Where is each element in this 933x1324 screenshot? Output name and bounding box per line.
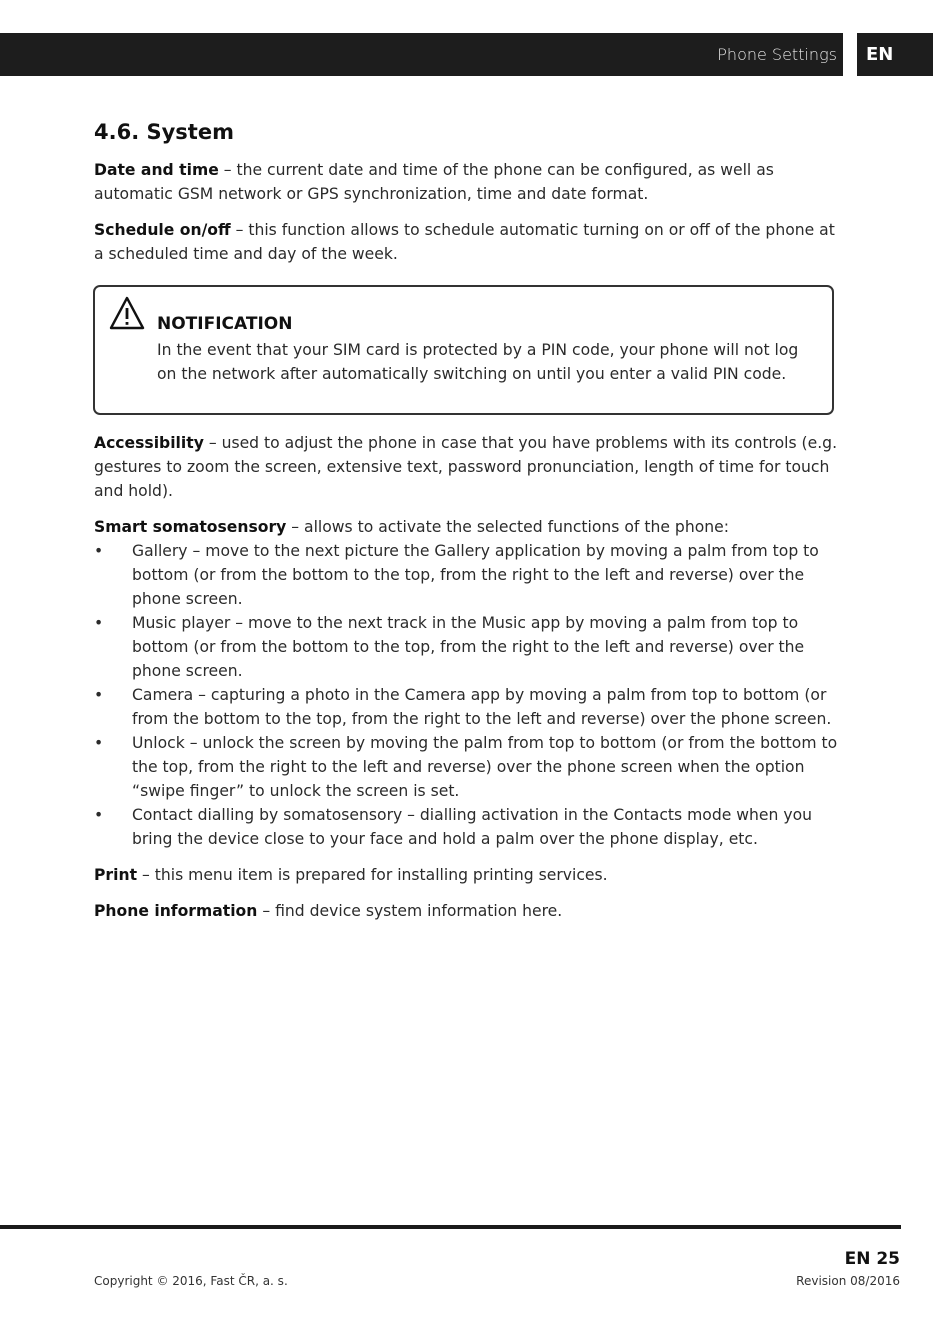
page-number: EN 25 bbox=[844, 1249, 900, 1269]
list-item: • Camera – capturing a photo in the Camera app by moving a palm from top to bottom (or from the bottom to the top, from the right to the left and reverse) over the phone screen. bbox=[94, 683, 839, 731]
entry-term: Print bbox=[94, 866, 138, 884]
language-label: EN bbox=[866, 44, 894, 65]
notification-box bbox=[93, 285, 834, 415]
revision-text: Revision 08/2016 bbox=[796, 1274, 900, 1288]
notification-title: NOTIFICATION bbox=[157, 314, 293, 334]
notification-text: In the event that your SIM card is protected by a PIN code, your phone will not log on the network after automatically switching on until you enter a valid PIN code. bbox=[157, 341, 799, 383]
entry-description: – used to adjust the phone in case that you have problems with its controls (e.g. gestures to zoom the screen, extensive text, password pronunciation, length of time for touch and hold). bbox=[94, 434, 838, 500]
copyright-text: Copyright © 2016, Fast ČR, a. s. bbox=[94, 1274, 288, 1288]
entry-description: – find device system information here. bbox=[257, 902, 563, 920]
list-item: • Unlock – unlock the screen by moving the palm from top to bottom (or from the bottom to the top, from the right to the left and reverse) over the phone screen when the option “swipe finger” to unlock the screen is set. bbox=[94, 731, 839, 803]
entry-description: – the current date and time of the phone can be configured, as well as automatic GSM network or GPS synchronization, time and date format. bbox=[94, 161, 774, 203]
header-bar bbox=[0, 33, 843, 76]
list-item: • Gallery – move to the next picture the Gallery application by moving a palm from top to bottom (or from the bottom to the top, from the right to the left and reverse) over the phone screen. bbox=[94, 539, 839, 611]
list-item: • Music player – move to the next track in the Music app by moving a palm from top to bottom (or from the bottom to the top, from the right to the left and reverse) over the phone screen. bbox=[94, 611, 839, 683]
entry-description: – allows to activate the selected functions of the phone: bbox=[286, 518, 729, 536]
entry-print bbox=[94, 863, 839, 887]
entry-smart-somatosensory bbox=[94, 515, 839, 539]
footer-divider bbox=[0, 1225, 901, 1229]
entry-term: Accessibility bbox=[94, 434, 204, 452]
language-tab bbox=[857, 33, 933, 76]
page-content bbox=[94, 120, 839, 935]
section-heading: 4.6. System bbox=[94, 120, 234, 144]
entry-phone-information bbox=[94, 899, 839, 923]
somatosensory-list bbox=[94, 539, 839, 851]
entry-date-and-time bbox=[94, 158, 839, 206]
entry-description: – this function allows to schedule automatic turning on or off of the phone at a scheduled time and day of the week. bbox=[94, 221, 835, 263]
entry-term: Smart somatosensory bbox=[94, 518, 287, 536]
entry-term: Schedule on/off bbox=[94, 221, 231, 239]
warning-icon bbox=[108, 295, 146, 331]
entry-term: Date and time bbox=[94, 161, 219, 179]
entry-accessibility bbox=[94, 431, 839, 503]
entry-schedule-on-off bbox=[94, 218, 839, 266]
list-item: • Contact dialling by somatosensory – dialling activation in the Contacts mode when you bring the device close to your face and hold a palm over the phone display, etc. bbox=[94, 803, 839, 851]
entry-description: – this menu item is prepared for installing printing services. bbox=[137, 866, 608, 884]
entry-term: Phone information bbox=[94, 902, 258, 920]
header-title: Phone Settings bbox=[717, 45, 837, 64]
